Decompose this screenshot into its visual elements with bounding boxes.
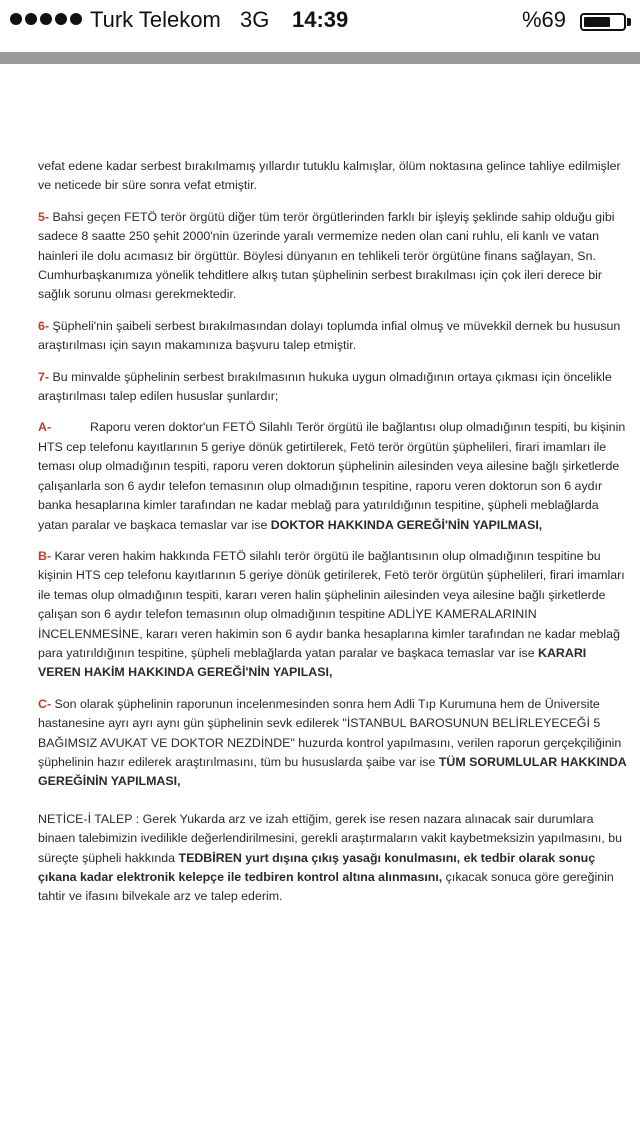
paragraph-5-text: Bahsi geçen FETÖ terör örgütü diğer tüm terör örgütlerinden farklı bir işleyiş şeklinde sahip olduğu gibi sadece 8 saatte 250 şehit 2000'nin üzerinde yaralı vermemize neden olan cani ruhlu, eli kanlı ve vatan hainleri ile dolu acımasız bir örgüttür. Böylesi dünyanın en tehlikeli terör örgütüne finans sağlayan, Sn. Cumhurbaşkanımıza yönelik tehditlere alkış tutan şüphelinin serbest bırakılması için çok ileri derece bir sağlık sorunu olması gerekmektedir.	[38, 209, 615, 302]
paragraph-6	[38, 317, 630, 356]
status-bar	[0, 0, 640, 40]
status-time: 14:39	[292, 7, 349, 32]
paragraph-5	[38, 208, 630, 305]
paragraph-7-text: Bu minvalde şüphelinin serbest bırakılmasının hukuka uygun olmadığının ortaya çıkması için öncelikle araştırılması talep edilen hususlar şunlardır;	[38, 369, 612, 404]
carrier-name: Turk Telekom	[90, 7, 221, 32]
paragraph-c-letter: C-	[38, 696, 52, 711]
conclusion-end-text: çıkacak sonuca göre gereğinin tahtir ve ifasını bilvekale arz ve talep ederim.	[38, 870, 614, 904]
document-top-divider	[0, 52, 640, 64]
paragraph-6-text: Şüpheli'nin şaibeli serbest bırakılmasından dolayı toplumda infial olmuş ve müvekkil dernek bu hususun araştırılması için sayın makamınıza başvuru talep etmiştir.	[38, 318, 621, 353]
document-body	[38, 157, 630, 919]
paragraph-b	[38, 547, 630, 683]
paragraph-c	[38, 695, 630, 792]
battery-level-fill	[584, 17, 610, 27]
paragraph-intro	[38, 157, 630, 196]
paragraph-a-emphasis: DOKTOR HAKKINDA GEREĞİ'NİN YAPILMASI,	[270, 517, 543, 532]
signal-strength-icon	[10, 13, 82, 25]
paragraph-a-letter: A-	[38, 420, 52, 435]
paragraph-intro-text: vefat edene kadar serbest bırakılmamış yıllardır tutuklu kalmışlar, ölüm noktasına gelince tahliye edilmişler ve neticede bir süre sonra vefat etmiştir.	[38, 159, 621, 193]
paragraph-a-text: Raporu veren doktor'un FETÖ Silahlı Terör örgütü ile bağlantısı olup olmadığının tespiti, bu kişinin HTS cep telefonu kayıtlarının 5 geriye dönük getirtilerek, Fetö terör örgütün şüphelileri, firari imamları ile teması olup olmadığının tespiti, raporu veren doktorun şüphelinin ailesinden veya ailesine bağlı şirketlerde çalışanlarla son 6 aydır telefon temasının olup olmadığının tespitine, raporu veren doktorun son 6 aydır banka hesaplarına kimler tarafından ne kadar meblağ para yatırıldığının tespitine, şüpheli meblağlarda yatan paralar ve başkaca temaslar var ise	[38, 420, 626, 532]
paragraph-7-number: 7-	[38, 369, 50, 384]
paragraph-5-number: 5-	[38, 209, 50, 224]
paragraph-a	[38, 418, 630, 534]
paragraph-b-emphasis: KARARI VEREN HAKİM HAKKINDA GEREĞİ'NİN YAPILASI,	[38, 645, 587, 680]
network-type: 3G	[240, 7, 270, 32]
paragraph-c-emphasis: TÜM SORUMLULAR HAKKINDA GEREĞİNİN YAPILMASI,	[38, 754, 627, 789]
paragraph-6-number: 6-	[38, 318, 50, 333]
battery-icon	[580, 13, 626, 31]
battery-tip	[627, 18, 631, 26]
battery-percent: %69	[522, 7, 567, 32]
conclusion-emphasis: TEDBİREN yurt dışına çıkış yasağı konulmasını, ek tedbir olarak sonuç çıkana kadar elektronik kelepçe ile tedbiren kontrol altına alınmasını,	[38, 850, 596, 884]
conclusion-text: NETİCE-İ TALEP : Gerek Yukarda arz ve izah ettiğim, gerek ise resen nazara alınacak sair durumlara binaen talebimizin ivedilikle değerlendirilmesini, gerekli araştırmaların vakit kaybetmeksizin yapılmasını, bu süreçte şüpheli hakkında	[38, 811, 622, 865]
paragraph-b-text: Karar veren hakim hakkında FETÖ silahlı terör örgütü ile bağlantısının olup olmadığının tespitine bu kişinin HTS cep telefonu kayıtlarının 5 geriye dönük getirilerek, Fetö terör örgütün şüphelileri, firari imamları ile temas olup olmadığının tespiti, kararı veren halin şüphelinin ailesinden veya ailesine bağlı şirketlerde çalışan son 6 aydır telefon temasının olup olmadığının tespitine ADLİYE KAMERALARININ İNCELENMESİNE, kararı veren hakimin son 6 aydır banka hesaplarına kimler tarafından ne kadar meblağ para yatırıldığının tespitine, şüpheli meblağlarda yatan paralar ve başkaca temaslar var ise	[38, 548, 625, 660]
paragraph-b-letter: B-	[38, 548, 52, 563]
paragraph-7	[38, 368, 630, 407]
paragraph-conclusion	[38, 810, 630, 907]
paragraph-c-text: Son olarak şüphelinin raporunun incelenmesinden sonra hem Adli Tıp Kurumuna hem de Üniversite hastanesine ayrı ayrı aynı gün şüphelinin sevk edilerek "İSTANBUL BAROSUNUN BELİRLEYECEĞİ 5 BAĞIMSIZ AVUKAT VE DOKTOR NEZDİNDE" huzurda kontrol yapılmasını, verilen raporun gerçekçiliğinin şüphelinin hazır edilerek araştırılmasını, tüm bu hususlarda şaibe var ise	[38, 696, 622, 769]
